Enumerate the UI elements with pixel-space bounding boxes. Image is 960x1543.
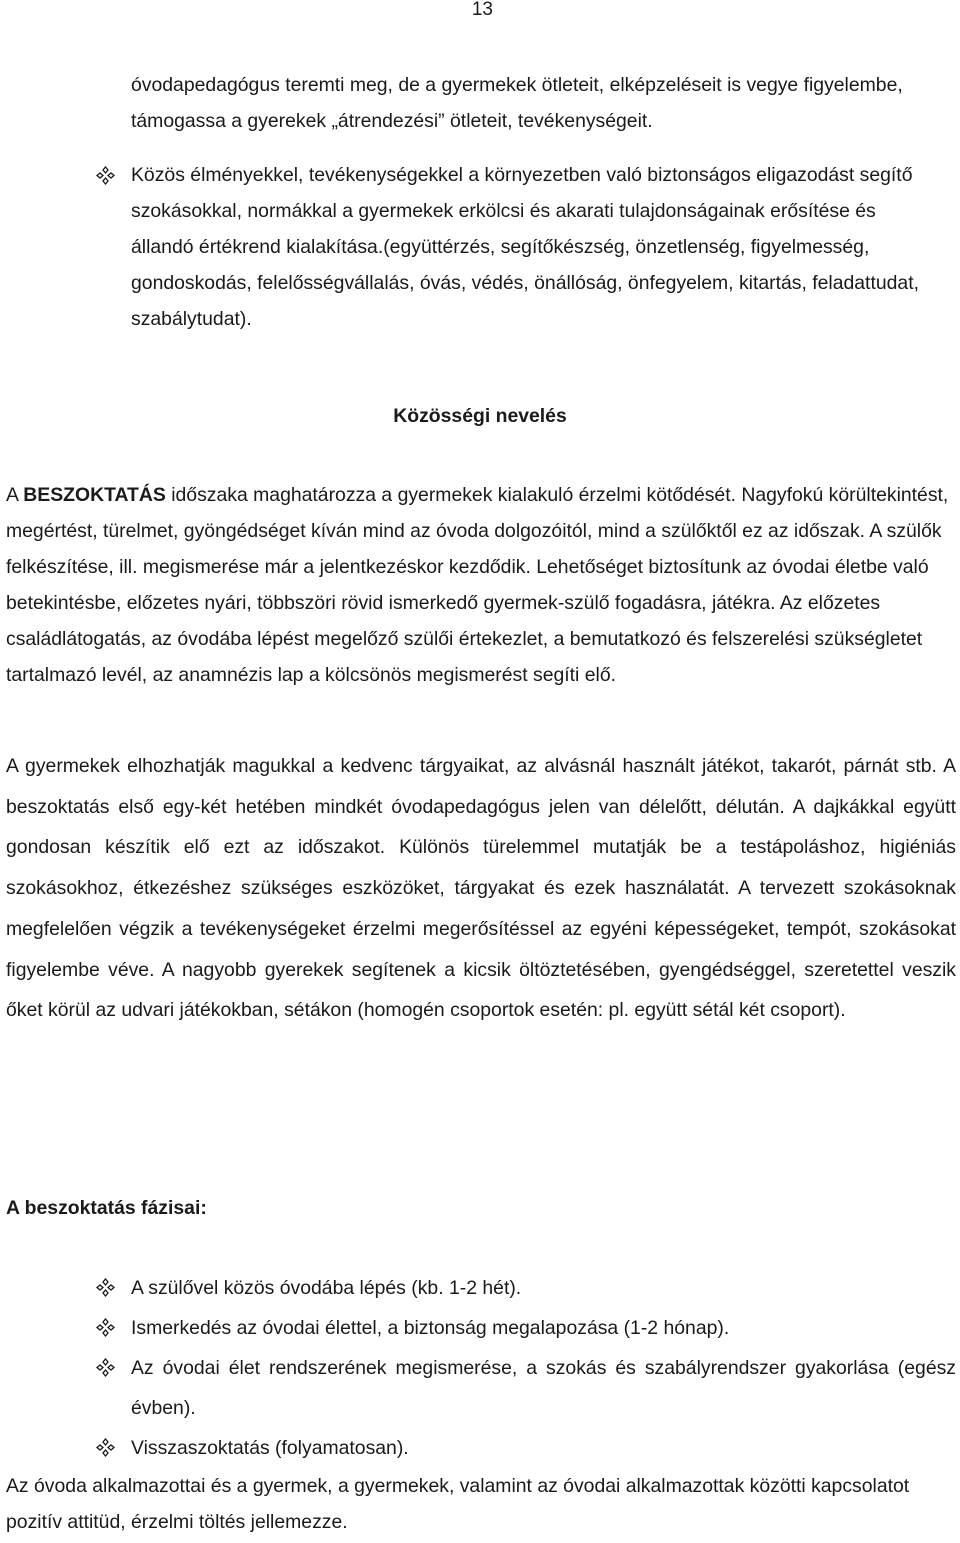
intro-continuation-text: óvodapedagógus teremti meg, de a gyermekek ötleteit, elképzeléseit is vegye figyelembe, támogassa a gyerekek „átrendezési” ötleteit, tevékenységeit. — [131, 74, 903, 132]
intro-bullet-text: Közös élményekkel, tevékenységekkel a környezetben való biztonságos eligazodást segítő szokásokkal, normákkal a gyermekek erkölcsi és akarati tulajdonságainak erősítése és állandó értékrend kialakítása.(együttérzés, segítőkészség, önzetlenség, figyelmesség, gondoskodás, felelősségvállalás, óvás, védés, önállóság, önfegyelem, kitartás, feladattudat, szabálytudat). — [131, 164, 919, 330]
page-number: 13 — [471, 0, 493, 20]
list-item — [0, 1428, 960, 1468]
intro-continuation — [0, 67, 960, 139]
intro-bullet — [0, 157, 960, 337]
diamond-bullet-icon — [96, 1278, 115, 1297]
p1-bold-term: BESZOKTATÁS — [23, 484, 166, 506]
list-item — [0, 1308, 960, 1348]
diamond-bullet-icon — [96, 166, 115, 185]
phase-item-text: Visszaszoktatás (folyamatosan). — [131, 1437, 409, 1459]
section-title-phases: A beszoktatás fázisai: — [6, 1197, 207, 1219]
diamond-bullet-icon — [96, 1438, 115, 1457]
phase-item-text: Az óvodai élet rendszerének megismerése, a szokás és szabályrendszer gyakorlása (egész évben). — [131, 1357, 956, 1419]
diamond-bullet-icon — [96, 1318, 115, 1337]
phase-item-text: A szülővel közös óvodába lépés (kb. 1-2 hét). — [131, 1277, 522, 1299]
section1-p2-text: A gyermekek elhozhatják magukkal a kedvenc tárgyaikat, az alvásnál használt játékot, takarót, párnát stb. A beszoktatás első egy-két hetében mindkét óvodapedagógus jelen van délelőtt, délután. A dajkákkal együtt gondosan készítik elő ezt az időszakot. Különös türelemmel mutatják be a testápoláshoz, higiéniás szokásokhoz, étkezéshez szükséges eszközöket, tárgyakat és ezek használatát. A tervezett szokásoknak megfelelően végzik a tevékenységeket érzelmi megerősítéssel az egyéni képességeket, tempót, szokásokat figyelembe véve. A nagyobb gyerekek segítenek a kicsik öltöztetésében, gyengédséggel, szeretettel veszik őket körül az udvari játékokban, sétákon (homogén csoportok esetén: pl. együtt sétál két csoport). — [6, 755, 956, 1022]
diamond-bullet-icon — [96, 1358, 115, 1377]
closing-text: Az óvoda alkalmazottai és a gyermek, a gyermekek, valamint az óvodai alkalmazottak közötti kapcsolatot pozitív attitüd, érzelmi töltés jellemezze. — [6, 1475, 910, 1533]
section1-paragraph-2 — [0, 746, 960, 1031]
phases-list — [0, 1268, 960, 1468]
p1-start: A — [6, 484, 24, 506]
p1-rest: időszaka maghatározza a gyermekek kialakuló érzelmi kötődését. Nagyfokú körültekintést, megértést, türelmet, gyöngédséget kíván mind az óvoda dolgozóitól, mind a szülőktől ez az időszak. A szülők felkészítése, ill. megismerése már a jelentkezéskor kezdődik. Lehetőséget biztosítunk az óvodai életbe való betekintésbe, előzetes nyári, többszöri rövid ismerkedő gyermek-szülő fogadásra, játékra. Az előzetes családlátogatás, az óvodába lépést megelőző szülői értekezlet, a bemutatkozó és felszerelési szükségletet tartalmazó levél, az anamnézis lap a kölcsönös megismerést segíti elő. — [6, 484, 949, 686]
section1-paragraph-1 — [0, 477, 960, 693]
section1-p1-text — [6, 477, 956, 693]
closing-paragraph — [0, 1468, 960, 1540]
list-item — [0, 1268, 960, 1308]
phase-item-text: Ismerkedés az óvodai élettel, a biztonság megalapozása (1-2 hónap). — [131, 1317, 730, 1339]
list-item — [0, 1348, 960, 1428]
section-title-community: Közösségi nevelés — [393, 405, 567, 427]
